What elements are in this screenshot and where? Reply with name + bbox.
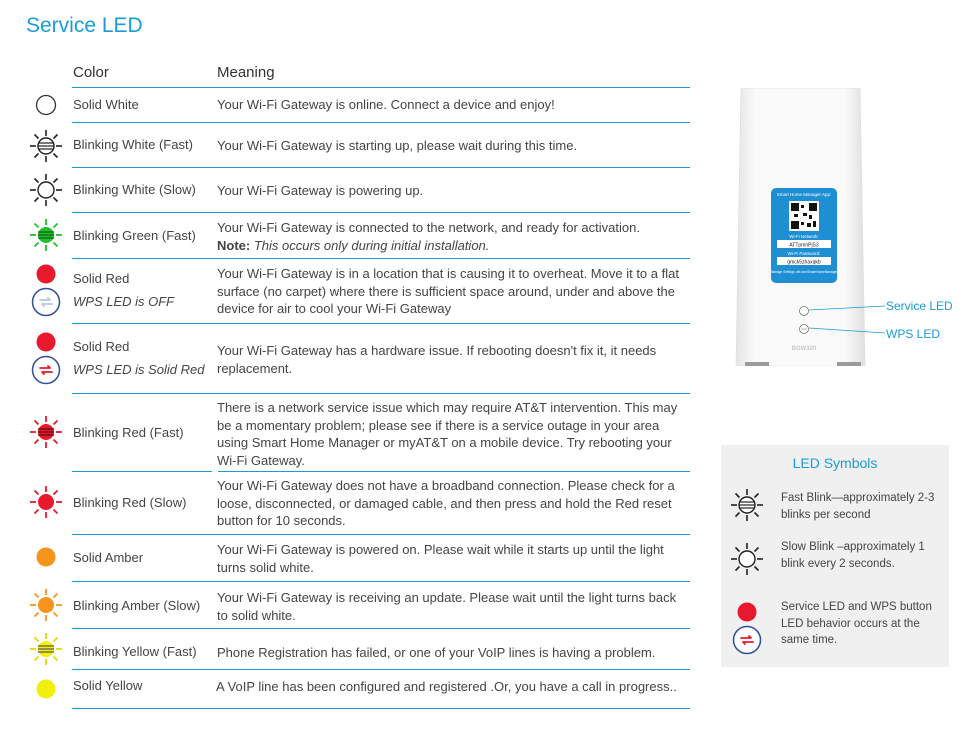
page-title: Service LED <box>26 14 143 37</box>
row-color <box>73 339 205 377</box>
row-color <box>73 271 174 309</box>
row-color: Blinking White (Fast) <box>73 137 193 152</box>
sticker-password-label: Wi-Fi Password: <box>787 251 821 256</box>
sticker-password-value: gmck5zhaxqkb <box>787 259 821 266</box>
row-color: Solid Amber <box>73 550 144 565</box>
row-meaning <box>217 219 687 254</box>
row-meaning: Your Wi-Fi Gateway has a hardware issue. If rebooting doesn't fix it, it needs replacement. <box>217 343 657 376</box>
row-color-sub: WPS LED is Solid Red <box>73 362 205 377</box>
fast-blink-red-led-icon <box>28 414 64 450</box>
row-color: Blinking Yellow (Fast) <box>73 644 197 659</box>
slow-blink-red-led-icon <box>28 484 64 520</box>
row-meaning: Your Wi-Fi Gateway does not have a broadband connection. Please check for a loose, disconnected, or damaged cable, and then press and hold the Red reset button for 10 seconds. <box>217 478 675 528</box>
row-meaning-text: Your Wi-Fi Gateway is connected to the network, and ready for activation. <box>217 220 640 235</box>
row-color: Solid Yellow <box>73 678 143 693</box>
table-divider <box>72 669 690 670</box>
sticker-title: Smart Home Manager App: <box>776 192 832 197</box>
sticker-network-label: Wi-Fi Network: <box>789 234 819 239</box>
fast-blink-white-led-icon <box>28 128 64 164</box>
row-meaning: Your Wi-Fi Gateway is receiving an update. Please wait until the light turns back to solid white. <box>217 590 677 623</box>
solid-yellow-led-icon <box>36 679 56 699</box>
row-meaning: Phone Registration has failed, or one of your VoIP lines is having a problem. <box>217 645 656 660</box>
row-meaning: Your Wi-Fi Gateway is starting up, please wait during this time. <box>217 138 578 153</box>
row-color: Blinking White (Slow) <box>73 182 196 197</box>
table-divider <box>72 167 690 168</box>
column-header-color: Color <box>73 64 109 81</box>
table-divider <box>72 212 690 213</box>
table-divider <box>72 708 690 709</box>
legend-solid-red-icon <box>737 602 757 622</box>
row-color: Solid White <box>73 97 139 112</box>
slow-blink-amber-led-icon <box>28 587 64 623</box>
solid-red-led-icon <box>36 264 56 284</box>
row-color-label: Solid Red <box>73 271 130 286</box>
table-divider <box>72 393 690 394</box>
fast-blink-yellow-led-icon <box>28 631 64 667</box>
table-divider <box>72 471 690 472</box>
table-divider <box>72 628 690 629</box>
callout-lines <box>805 300 887 340</box>
table-divider <box>72 534 690 535</box>
table-divider <box>72 581 690 582</box>
table-divider <box>72 258 690 259</box>
solid-amber-led-icon <box>36 547 56 567</box>
legend-slow-blink-text: Slow Blink –approximately 1 blink every 2 seconds. <box>781 541 925 570</box>
device-model: BGW320 <box>791 346 817 352</box>
row-meaning: Your Wi-Fi Gateway is online. Connect a device and enjoy! <box>217 97 555 112</box>
row-color-sub: WPS LED is OFF <box>73 294 175 309</box>
fast-blink-green-led-icon <box>28 217 64 253</box>
row-color-label: Solid Red <box>73 339 130 354</box>
legend-fast-blink-text: Fast Blink—approximately 2-3 blinks per second <box>781 492 935 521</box>
row-meaning: Your Wi-Fi Gateway is in a location that is causing it to overheat. Move it to a flat surface (no carpet) where there is sufficient space around, under and above the device for air to cool your Wi-Fi Gateway <box>217 266 679 316</box>
row-meaning: There is a network service issue which may require AT&T intervention. This may be a momentary problem; please see if there is a service outage in your area using Smart Home Manager or myAT&T on a mobile device. Try rebooting your Wi-Fi Gateway. <box>217 400 678 468</box>
wps-off-icon <box>31 287 61 317</box>
note-label: Note: <box>217 237 251 253</box>
column-header-meaning: Meaning <box>217 64 275 81</box>
solid-white-led-icon <box>34 93 58 117</box>
note-text: This occurs only during initial installation. <box>250 237 490 253</box>
row-color: Blinking Green (Fast) <box>73 228 196 243</box>
slow-blink-icon <box>729 541 765 577</box>
slow-blink-white-led-icon <box>28 172 64 208</box>
row-color: Blinking Amber (Slow) <box>73 598 201 613</box>
row-meaning: Your Wi-Fi Gateway is powering up. <box>217 183 424 198</box>
fast-blink-icon <box>729 487 765 523</box>
legend-wps-red-icon <box>732 625 762 655</box>
row-meaning: Your Wi-Fi Gateway is powered on. Please wait while it starts up until the light turns solid white. <box>217 542 664 575</box>
row-color: Blinking Red (Slow) <box>73 495 187 510</box>
table-divider <box>72 87 690 88</box>
led-symbols-legend <box>721 445 949 667</box>
sticker-network-value: ATTpmnPjS3 <box>789 242 819 249</box>
legend-simultaneous-text: Service LED and WPS button LED behavior occurs at the same time. <box>781 601 932 646</box>
row-note <box>217 237 687 255</box>
solid-red-led-icon <box>36 332 56 352</box>
service-led-callout: Service LED <box>886 299 953 313</box>
row-meaning: A VoIP line has been configured and registered .Or, you have a call in progress.. <box>216 679 677 694</box>
wps-led-callout: WPS LED <box>886 327 941 341</box>
table-divider <box>72 323 690 324</box>
sticker-footer: Manage Settings: att.com/SmartHomeManager <box>770 270 838 274</box>
wps-red-icon <box>31 355 61 385</box>
table-divider <box>72 122 690 123</box>
row-color: Blinking Red (Fast) <box>73 425 184 440</box>
legend-title: LED Symbols <box>792 455 878 471</box>
